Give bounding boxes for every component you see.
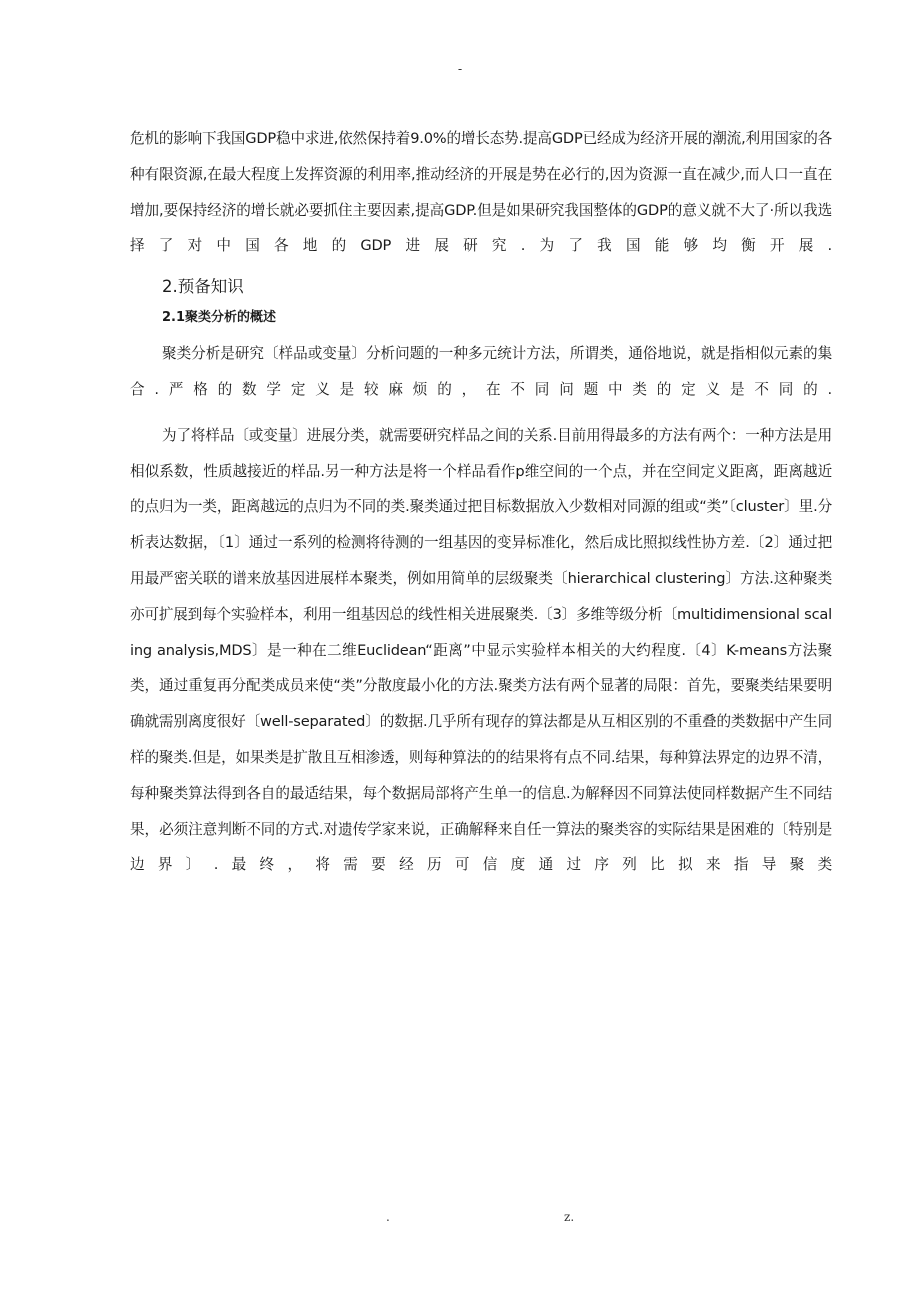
document-body bbox=[130, 115, 832, 883]
page-header-mark: - bbox=[457, 62, 463, 76]
section-title: 2.预备知识 bbox=[162, 277, 244, 297]
intro-paragraph: 危机的影响下我国GDP稳中求进,依然保持着9.0%的增长态势.提高GDP已经成为经济开展的潮流,利用国家的各种有限资源,在最大程度上发挥资源的利用率,推动经济的开展是势在必行的,因为资源一直在减少,而人口一直在增加,要保持经济的增长就必要抓住主要因素,提高GDP.但是如果研究我国整体的GDP的意义就不大了·所以我选择了对中国各地的GDP进展研究.为了我国能够均衡开展. bbox=[130, 130, 832, 255]
footer-left-mark: . bbox=[386, 1210, 390, 1224]
cluster-definition-paragraph: 聚类分析是研究〔样品或变量〕分析问题的一种多元统计方法，所谓类，通俗地说，就是指相似元素的集合.严格的数学定义是较麻烦的，在不同问题中类的定义是不同的. bbox=[130, 345, 832, 398]
footer-right-mark: z. bbox=[564, 1210, 575, 1224]
subsection-title: 2.1聚类分析的概述 bbox=[162, 310, 277, 326]
cluster-methods-paragraph: 为了将样品〔或变量〕进展分类，就需要研究样品之间的关系.目前用得最多的方法有两个：一种方法是用相似系数，性质越接近的样品.另一种方法是将一个样品看作p维空间的一个点，并在空间定义距离，距离越近的点归为一类，距离越远的点归为不同的类.聚类通过把目标数据放入少数相对同源的组或“类”〔cluster〕里.分析表达数据，〔1〕通过一系列的检测将待测的一组基因的变异标准化，然后成比照拟线性协方差.〔2〕通过把用最严密关联的谱来放基因进展样本聚类，例如用简单的层级聚类〔hierarchical clustering〕方法.这种聚类亦可扩展到每个实验样本，利用一组基因总的线性相关进展聚类.〔3〕多维等级分析〔multidimensional scaling analysis,MDS〕是一种在二维Euclidean“距离”中显示实验样本相关的大约程度.〔4〕K-means方法聚类，通过重复再分配类成员来使“类”分散度最小化的方法.聚类方法有两个显著的局限：首先，要聚类结果要明确就需别离度很好〔well-separated〕的数据.几乎所有现存的算法都是从互相区别的不重叠的类数据中产生同样的聚类.但是，如果类是扩散且互相渗透，则每种算法的的结果将有点不同.结果，每种算法界定的边界不清，每种聚类算法得到各自的最适结果，每个数据局部将产生单一的信息.为解释因不同算法使同样数据产生不同结果，必须注意判断不同的方式.对遗传学家来说，正确解释来自任一算法的聚类容的实际结果是困难的〔特别是边界〕.最终，将需要经历可信度通过序列比拟来指导聚类 bbox=[130, 426, 832, 874]
